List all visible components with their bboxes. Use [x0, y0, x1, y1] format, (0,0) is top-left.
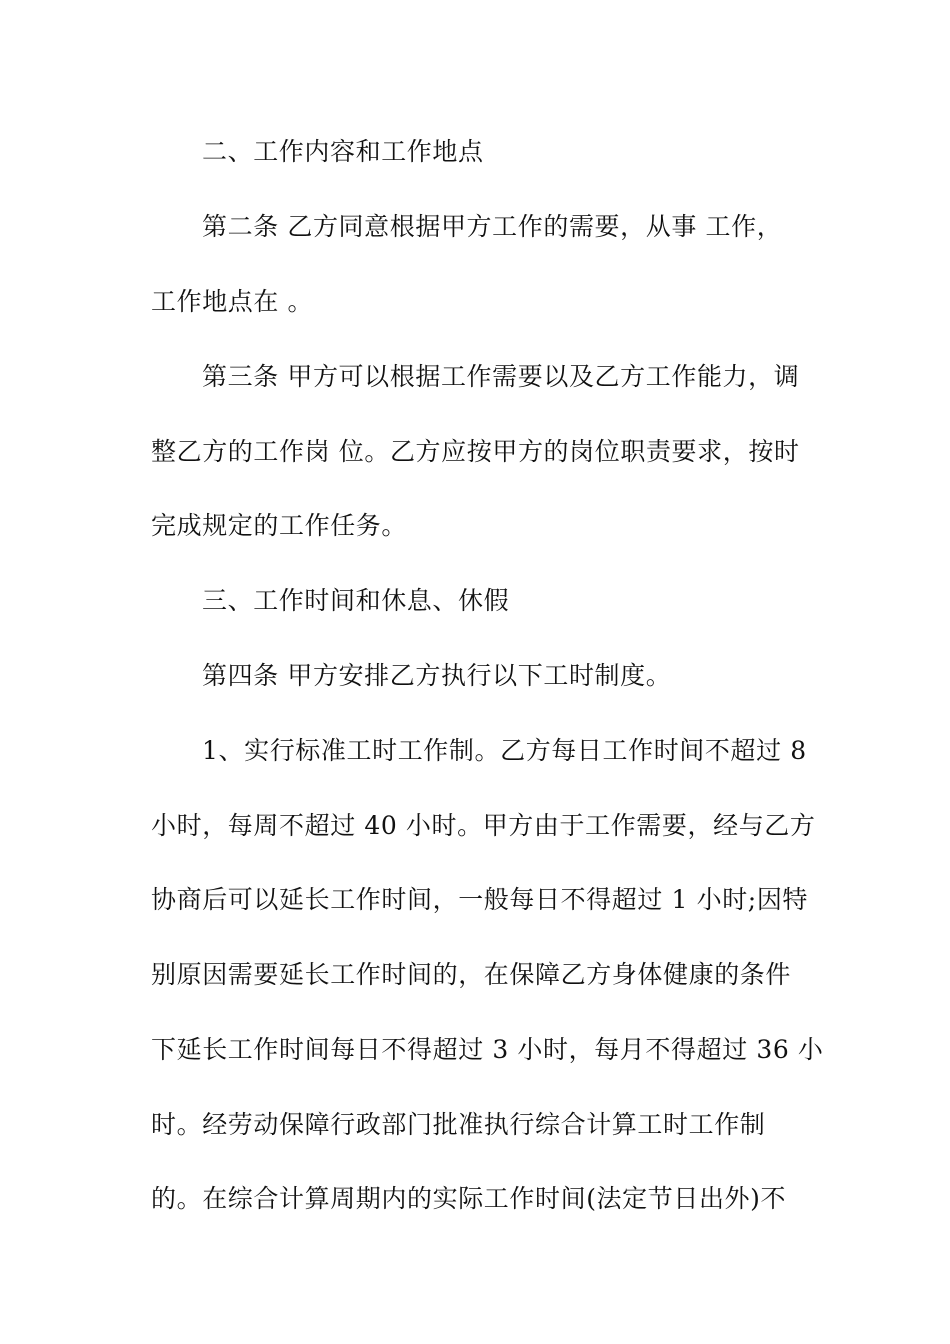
- section-heading-work-content: 二、工作内容和工作地点: [202, 137, 484, 166]
- paragraph-line: 协商后可以延长工作时间，一般每日不得超过 1 小时;因特: [151, 885, 809, 914]
- paragraph-line: 的。在综合计算周期内的实际工作时间(法定节日出外)不: [151, 1184, 787, 1213]
- paragraph-line: 第三条 甲方可以根据工作需要以及乙方工作能力，调: [202, 362, 800, 391]
- paragraph-line: 工作地点在 。: [151, 287, 314, 316]
- paragraph-line: 别原因需要延长工作时间的，在保障乙方身体健康的条件: [151, 960, 792, 989]
- paragraph-line: 整乙方的工作岗 位。乙方应按甲方的岗位职责要求，按时: [151, 437, 800, 466]
- paragraph-line: 时。经劳动保障行政部门批准执行综合计算工时工作制: [151, 1110, 766, 1139]
- paragraph-line: 第四条 甲方安排乙方执行以下工时制度。: [202, 661, 672, 690]
- paragraph-line: 下延长工作时间每日不得超过 3 小时，每月不得超过 36 小: [151, 1035, 824, 1064]
- section-heading-work-hours: 三、工作时间和休息、休假: [202, 586, 510, 615]
- paragraph-line: 完成规定的工作任务。: [151, 511, 408, 540]
- paragraph-line: 小时，每周不超过 40 小时。甲方由于工作需要，经与乙方: [151, 811, 816, 840]
- paragraph-line: 第二条 乙方同意根据甲方工作的需要，从事 工作，: [202, 212, 783, 241]
- paragraph-line: 1、实行标准工时工作制。乙方每日工作时间不超过 8: [202, 736, 807, 765]
